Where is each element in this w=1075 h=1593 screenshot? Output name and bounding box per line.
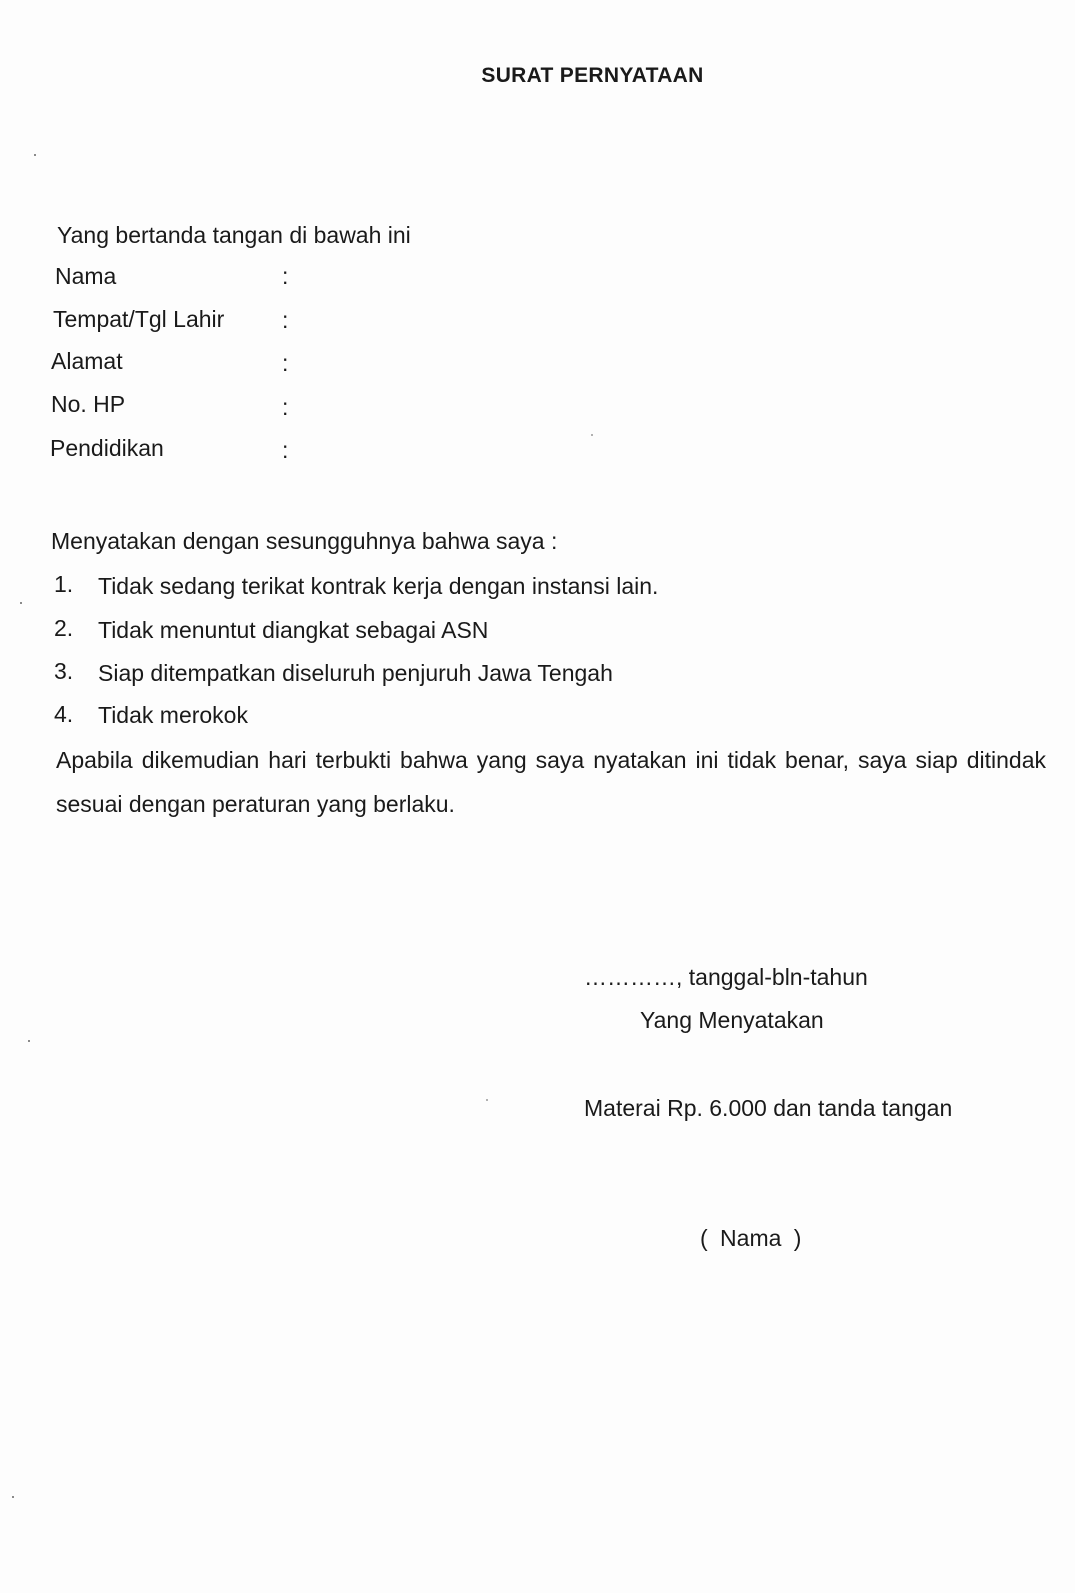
field-colon: : — [282, 263, 289, 289]
scan-speck — [20, 602, 22, 604]
stamp-note: Materai Rp. 6.000 dan tanda tangan — [584, 1095, 953, 1121]
field-colon: : — [282, 307, 289, 333]
list-item: Tidak merokok — [98, 702, 248, 728]
place-date-line: …………, tanggal-bln-tahun — [584, 964, 868, 990]
field-label-nama: Nama — [55, 263, 117, 289]
field-colon: : — [282, 350, 289, 376]
field-label-pendidikan: Pendidikan — [50, 435, 164, 461]
field-colon: : — [282, 394, 289, 420]
list-item: Siap ditempatkan diseluruh penjuruh Jawa Tengah — [98, 660, 613, 686]
list-number: 1. — [54, 571, 74, 597]
scan-speck — [486, 1099, 488, 1101]
statement-intro: Menyatakan dengan sesungguhnya bahwa saya : — [51, 528, 558, 554]
intro-text: Yang bertanda tangan di bawah ini — [57, 222, 411, 248]
signer-name-placeholder: ( Nama ) — [700, 1225, 802, 1251]
field-label-tempat-tgl-lahir: Tempat/Tgl Lahir — [53, 306, 225, 332]
list-item: Tidak menuntut diangkat sebagai ASN — [98, 617, 489, 643]
list-number: 3. — [54, 658, 74, 684]
list-number: 4. — [54, 701, 74, 727]
field-colon: : — [282, 437, 289, 463]
scan-speck — [34, 154, 36, 156]
signer-label: Yang Menyatakan — [640, 1007, 824, 1033]
scan-speck — [12, 1496, 14, 1498]
field-label-alamat: Alamat — [51, 348, 123, 374]
closing-paragraph: Apabila dikemudian hari terbukti bahwa yang saya nyatakan ini tidak benar, saya siap ditindak sesuai dengan peraturan yang berlaku. — [56, 747, 1046, 817]
scan-speck — [591, 434, 593, 436]
field-label-no-hp: No. HP — [51, 391, 126, 417]
document-title: SURAT PERNYATAAN — [481, 64, 704, 87]
scan-speck — [28, 1040, 30, 1042]
list-number: 2. — [54, 615, 74, 641]
list-item: Tidak sedang terikat kontrak kerja dengan instansi lain. — [98, 573, 659, 599]
